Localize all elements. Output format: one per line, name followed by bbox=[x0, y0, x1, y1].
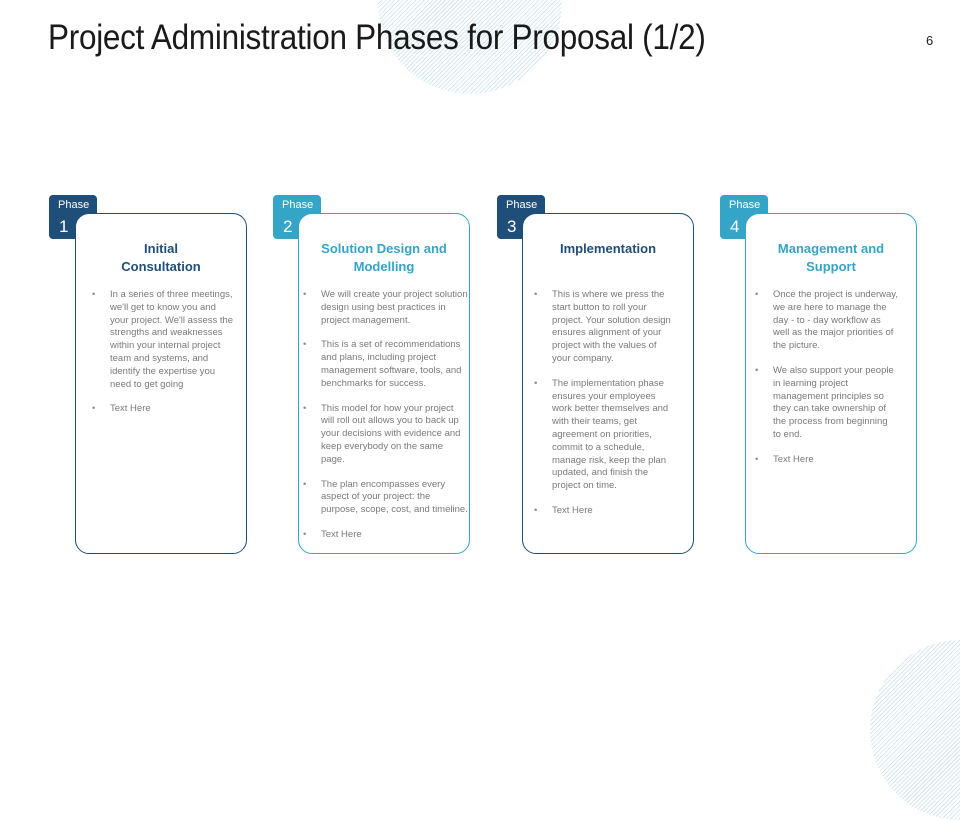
phase-1-bullet-list bbox=[90, 289, 236, 428]
phase-3-badge-number: 3 bbox=[507, 217, 517, 236]
phase-2-badge-label: Phase bbox=[282, 199, 314, 211]
decorative-circle-bottom bbox=[870, 640, 960, 820]
list-item: • Once the project is underway, we are here to manage the day - to - day workflow as well as the major priorities of the picture. bbox=[753, 289, 898, 353]
list-item: • The plan encompasses every aspect of your project: the purpose, scope, cost, and timeline. bbox=[301, 479, 469, 517]
page-number: 6 bbox=[926, 33, 934, 48]
phase-2-card bbox=[298, 213, 470, 554]
phase-4-badge-number: 4 bbox=[730, 217, 740, 236]
slide-title: Project Administration Phases for Proposal (1/2) bbox=[48, 18, 706, 57]
list-item: • Text Here bbox=[753, 454, 898, 467]
phase-4-heading-line-2: Support bbox=[806, 259, 856, 274]
phase-2-bullet-list bbox=[301, 289, 469, 554]
phase-2-heading-line-1: Solution Design and bbox=[321, 241, 447, 256]
phase-2-heading-line-2: Modelling bbox=[353, 259, 415, 274]
list-item: • This is where we press the start button to roll your project. Your solution design ensures alignment of your project with the values of your company. bbox=[532, 289, 673, 366]
phase-3-card bbox=[522, 213, 694, 554]
list-item: • This is a set of recommendations and plans, including project management software, tools, and benchmarks for success. bbox=[301, 339, 469, 390]
phase-1-badge-number: 1 bbox=[59, 217, 69, 236]
phase-3-bullet-list bbox=[532, 289, 673, 530]
list-item: • We will create your project solution design using best practices in project management. bbox=[301, 289, 469, 327]
phase-2-heading bbox=[309, 240, 459, 276]
list-item: • The implementation phase ensures your employees work better themselves and with their teams, get agreement on priorities, commit to a schedule, manage risk, keep the plan updated, and finish the project on time. bbox=[532, 378, 673, 493]
list-item: • Text Here bbox=[532, 505, 673, 518]
list-item: • In a series of three meetings, we'll get to know you and your project. We'll assess the strengths and weaknesses within your internal project team and systems, and identify the expertise you need to get going bbox=[90, 289, 236, 391]
phase-3-badge-label: Phase bbox=[506, 199, 538, 211]
phase-4-badge-label: Phase bbox=[729, 199, 761, 211]
list-item: • Text Here bbox=[301, 529, 469, 542]
phase-3-heading bbox=[533, 240, 683, 258]
phase-4-card bbox=[745, 213, 917, 554]
phase-1-card bbox=[75, 213, 247, 554]
phase-1-heading-line-1: Initial bbox=[144, 241, 178, 256]
list-item: • This model for how your project will roll out allows you to back up your decisions with evidence and keep everybody on the same page. bbox=[301, 403, 469, 467]
phase-4-heading bbox=[756, 240, 906, 276]
list-item: • We also support your people in learning project management principles so they can take ownership of the process from beginning to end. bbox=[753, 365, 898, 442]
phase-1-heading-line-2: Consultation bbox=[121, 259, 201, 274]
phase-1-badge-label: Phase bbox=[58, 199, 90, 211]
phase-4-heading-line-1: Management and bbox=[777, 241, 885, 256]
phase-3-heading-line-1: Implementation bbox=[559, 241, 657, 256]
phase-2-badge-number: 2 bbox=[283, 217, 293, 236]
list-item: • Text Here bbox=[90, 403, 236, 416]
phase-4-bullet-list bbox=[753, 289, 898, 479]
phase-1-heading bbox=[86, 240, 236, 276]
